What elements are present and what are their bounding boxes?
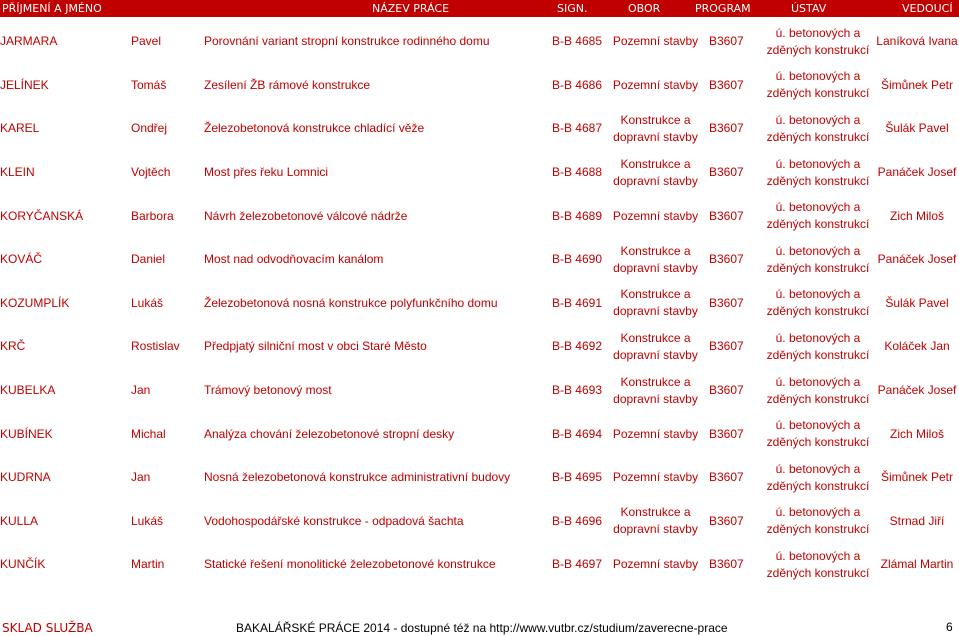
institute-name: ú. betonových a zděných konstrukcí xyxy=(766,461,870,493)
supervisor-name: Zich Miloš xyxy=(889,426,944,441)
thesis-title: Návrh železobetonové válcové nádrže xyxy=(204,208,408,223)
first-name: Jan xyxy=(131,383,151,398)
thesis-title: Most přes řeku Lomnici xyxy=(204,165,329,180)
field-of-study: Pozemní stavby xyxy=(612,77,699,92)
header-name: PŘÍJMENÍ A JMÉNO xyxy=(2,2,102,15)
table-row xyxy=(0,325,959,369)
field-of-study: Pozemní stavby xyxy=(612,208,699,223)
last-name: KOVÁČ xyxy=(0,252,43,267)
first-name: Jan xyxy=(131,470,151,485)
thesis-title: Most nad odvodňovacím kanálom xyxy=(204,252,384,267)
table-row xyxy=(0,282,959,326)
institute-name: ú. betonových a zděných konstrukcí xyxy=(766,200,870,232)
table-row xyxy=(0,151,959,195)
institute-name: ú. betonových a zděných konstrukcí xyxy=(766,374,870,406)
first-name: Lukáš xyxy=(131,513,164,528)
signature-code: B-B 4689 xyxy=(551,208,602,223)
first-name: Ondřej xyxy=(131,121,168,136)
signature-code: B-B 4686 xyxy=(551,77,602,92)
field-of-study: Pozemní stavby xyxy=(612,470,699,485)
field-of-study: Konstrukce a dopravní stavby xyxy=(613,156,698,188)
thesis-title: Statické řešení monolitické železobetonové konstrukce xyxy=(204,557,496,572)
first-name: Michal xyxy=(131,426,166,441)
supervisor-name: Zich Miloš xyxy=(889,208,944,223)
program-code: B3607 xyxy=(709,77,744,92)
program-code: B3607 xyxy=(709,121,744,136)
table-row xyxy=(0,500,959,544)
signature-code: B-B 4697 xyxy=(551,557,602,572)
institute-name: ú. betonových a zděných konstrukcí xyxy=(766,418,870,450)
institute-name: ú. betonových a zděných konstrukcí xyxy=(766,25,870,57)
last-name: KULLA xyxy=(0,513,39,528)
field-of-study: Pozemní stavby xyxy=(612,426,699,441)
field-of-study: Konstrukce a dopravní stavby xyxy=(613,243,698,275)
program-code: B3607 xyxy=(709,208,744,223)
supervisor-name: Šulák Pavel xyxy=(885,295,949,310)
thesis-title: Zesílení ŽB rámové konstrukce xyxy=(204,77,371,92)
first-name: Martin xyxy=(131,557,165,572)
thesis-title: Porovnání variant stropní konstrukce rodinného domu xyxy=(204,34,490,49)
last-name: KAREL xyxy=(0,121,40,136)
table-row xyxy=(0,412,959,456)
institute-name: ú. betonových a zděných konstrukcí xyxy=(766,69,870,101)
thesis-title: Předpjatý silniční most v obci Staré Město xyxy=(204,339,427,354)
first-name: Pavel xyxy=(131,34,162,49)
program-code: B3607 xyxy=(709,295,744,310)
supervisor-name: Šimůnek Petr xyxy=(880,77,954,92)
signature-code: B-B 4696 xyxy=(551,513,602,528)
first-name: Rostislav xyxy=(131,339,180,354)
header-thesis: NÁZEV PRÁCE xyxy=(372,2,450,15)
thesis-title: Trámový betonový most xyxy=(204,383,332,398)
last-name: KRČ xyxy=(0,339,26,354)
field-of-study: Konstrukce a dopravní stavby xyxy=(613,287,698,319)
supervisor-name: Panáček Josef xyxy=(877,165,957,180)
supervisor-name: Šimůnek Petr xyxy=(880,470,954,485)
header-sign: SIGN. xyxy=(557,2,588,15)
signature-code: B-B 4692 xyxy=(551,339,602,354)
field-of-study: Konstrukce a dopravní stavby xyxy=(613,112,698,144)
last-name: KUBELKA xyxy=(0,383,56,398)
table-header xyxy=(0,0,959,17)
program-code: B3607 xyxy=(709,513,744,528)
field-of-study: Pozemní stavby xyxy=(612,34,699,49)
table-row xyxy=(0,543,959,587)
field-of-study: Konstrukce a dopravní stavby xyxy=(613,374,698,406)
header-supervisor: VEDOUCÍ xyxy=(902,2,953,15)
header-institute: ÚSTAV xyxy=(791,2,827,15)
institute-name: ú. betonových a zděných konstrukcí xyxy=(766,548,870,580)
table-row xyxy=(0,20,959,64)
thesis-title: Vodohospodářské konstrukce - odpadová šachta xyxy=(204,513,464,528)
signature-code: B-B 4688 xyxy=(551,165,602,180)
supervisor-name: Panáček Josef xyxy=(877,383,957,398)
table-row xyxy=(0,238,959,282)
last-name: JARMARA xyxy=(0,34,58,49)
last-name: JELÍNEK xyxy=(0,77,49,92)
institute-name: ú. betonových a zděných konstrukcí xyxy=(766,112,870,144)
signature-code: B-B 4694 xyxy=(551,426,602,441)
institute-name: ú. betonových a zděných konstrukcí xyxy=(766,330,870,362)
last-name: KOZUMPLÍK xyxy=(0,295,70,310)
footer-note: BAKALÁŘSKÉ PRÁCE 2014 - dostupné též na http://www.vutbr.cz/studium/zaverecne-prace xyxy=(236,621,728,635)
program-code: B3607 xyxy=(709,34,744,49)
first-name: Daniel xyxy=(131,252,166,267)
program-code: B3607 xyxy=(709,557,744,572)
program-code: B3607 xyxy=(709,470,744,485)
thesis-title: Nosná železobetonová konstrukce administrativní budovy xyxy=(204,470,511,485)
field-of-study: Konstrukce a dopravní stavby xyxy=(613,505,698,537)
program-code: B3607 xyxy=(709,339,744,354)
table-row xyxy=(0,64,959,108)
institute-name: ú. betonových a zděných konstrukcí xyxy=(766,505,870,537)
institute-name: ú. betonových a zděných konstrukcí xyxy=(766,243,870,275)
institute-name: ú. betonových a zděných konstrukcí xyxy=(766,287,870,319)
table-row xyxy=(0,107,959,151)
footer-service: SKLAD SLUŽBA xyxy=(2,621,93,635)
signature-code: B-B 4690 xyxy=(551,252,602,267)
first-name: Barbora xyxy=(131,208,174,223)
institute-name: ú. betonových a zděných konstrukcí xyxy=(766,156,870,188)
last-name: KLEIN xyxy=(0,165,35,180)
signature-code: B-B 4695 xyxy=(551,470,602,485)
signature-code: B-B 4693 xyxy=(551,383,602,398)
signature-code: B-B 4687 xyxy=(551,121,602,136)
table-row xyxy=(0,369,959,413)
program-code: B3607 xyxy=(709,426,744,441)
field-of-study: Pozemní stavby xyxy=(612,557,699,572)
header-program: PROGRAM xyxy=(695,2,751,15)
field-of-study: Konstrukce a dopravní stavby xyxy=(613,330,698,362)
supervisor-name: Laníková Ivana xyxy=(876,34,958,49)
thesis-title: Železobetonová konstrukce chladící věže xyxy=(204,121,425,136)
page-number: 6 xyxy=(946,620,953,634)
supervisor-name: Strnad Jiří xyxy=(889,513,945,528)
table-row xyxy=(0,456,959,500)
thesis-table xyxy=(0,20,959,587)
supervisor-name: Panáček Josef xyxy=(877,252,957,267)
signature-code: B-B 4685 xyxy=(551,34,602,49)
last-name: KUBÍNEK xyxy=(0,426,53,441)
program-code: B3607 xyxy=(709,252,744,267)
header-field: OBOR xyxy=(628,2,661,15)
program-code: B3607 xyxy=(709,165,744,180)
thesis-title: Analýza chování železobetonové stropní desky xyxy=(204,426,455,441)
supervisor-name: Šulák Pavel xyxy=(885,121,949,136)
program-code: B3607 xyxy=(709,383,744,398)
thesis-title: Železobetonová nosná konstrukce polyfunkčního domu xyxy=(204,295,498,310)
supervisor-name: Zlámal Martin xyxy=(880,557,954,572)
last-name: KUDRNA xyxy=(0,470,51,485)
first-name: Tomáš xyxy=(131,77,167,92)
table-row xyxy=(0,194,959,238)
first-name: Lukáš xyxy=(131,295,164,310)
signature-code: B-B 4691 xyxy=(551,295,602,310)
last-name: KORYČANSKÁ xyxy=(0,208,84,223)
first-name: Vojtěch xyxy=(131,165,171,180)
supervisor-name: Koláček Jan xyxy=(884,339,950,354)
last-name: KUNČÍK xyxy=(0,557,46,572)
